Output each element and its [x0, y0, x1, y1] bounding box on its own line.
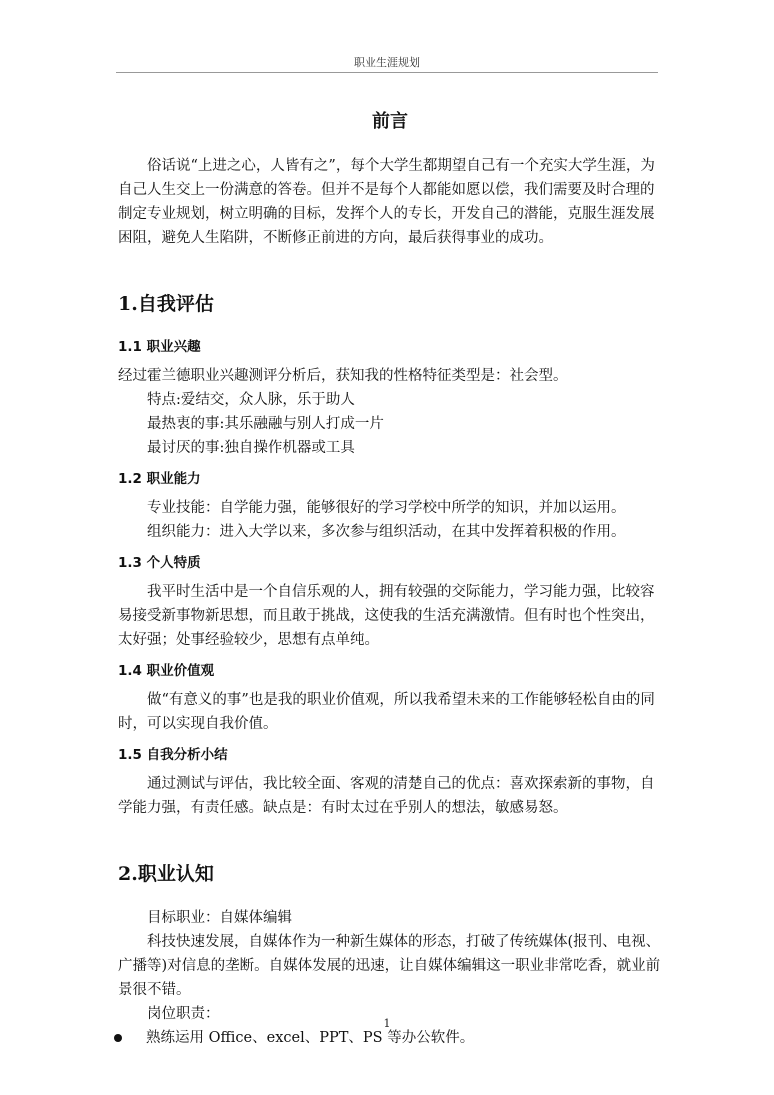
interest-intro: 经过霍兰德职业兴趣测评分析后，获知我的性格特征类型是：社会型。 — [118, 368, 568, 384]
summary-heading: 1.5 自我分析小结 — [118, 747, 228, 763]
values-paragraph: 做“有意义的事”也是我的职业价值观，所以我希望未来的工作能够轻松自由的同时，可以实现自我价值。 — [118, 692, 655, 732]
traits-paragraph: 我平时生活中是一个自信乐观的人，拥有较强的交际能力，学习能力强，比较容易接受新事物新思想，而且敢于挑战，这使我的生活充满激情。但有时也个性突出，太好强；处事经验较少，思想有点单纯。 — [118, 584, 655, 648]
target-career: 目标职业：自媒体编辑 — [147, 910, 292, 926]
page-number: 1 — [383, 1017, 391, 1030]
duties-label: 岗位职责： — [147, 1006, 220, 1022]
interest-line: 特点:爱结交，众人脉，乐于助人 — [147, 392, 355, 408]
page-content — [118, 108, 662, 1050]
page-header: 职业生涯规划 — [354, 56, 420, 69]
interest-line: 最讨厌的事:独自操作机器或工具 — [147, 440, 355, 456]
ability-line: 组织能力：进入大学以来，多次参与组织活动，在其中发挥着积极的作用。 — [147, 524, 626, 540]
summary-paragraph: 通过测试与评估，我比较全面、客观的清楚自己的优点：喜欢探索新的事物，自学能力强，有责任感。缺点是：有时太过在乎别人的想法，敏感易怒。 — [118, 776, 655, 816]
section1-title: 1.自我评估 — [118, 293, 214, 315]
section2-title: 2.职业认知 — [118, 863, 214, 885]
interest-line: 最热衷的事:其乐融融与别人打成一片 — [147, 416, 384, 432]
header-rule — [116, 72, 658, 73]
interest-heading: 1.1 职业兴趣 — [118, 339, 201, 355]
ability-line: 专业技能：自学能力强，能够很好的学习学校中所学的知识，并加以运用。 — [147, 500, 626, 516]
duty-bullet-text: 熟练运用 Office、excel、PPT、PS 等办公软件。 — [146, 1030, 475, 1046]
traits-heading: 1.3 个人特质 — [118, 555, 201, 571]
preface-paragraph: 俗话说“上进之心，人皆有之”，每个大学生都期望自己有一个充实大学生涯，为自己人生交上一份满意的答卷。但并不是每个人都能如愿以偿，我们需要及时合理的制定专业规划，树立明确的目标，发挥个人的专长，开发自己的潜能，克服生涯发展困阻，避免人生陷阱，不断修正前进的方向，最后获得事业的成功。 — [118, 158, 655, 246]
bullet-dot-icon — [114, 1034, 122, 1042]
ability-heading: 1.2 职业能力 — [118, 471, 201, 487]
career-paragraph: 科技快速发展，自媒体作为一种新生媒体的形态，打破了传统媒体(报刊、电视、广播等)对信息的垄断。自媒体发展的迅速，让自媒体编辑这一职业非常吃香，就业前景很不错。 — [118, 934, 661, 998]
values-heading: 1.4 职业价值观 — [118, 663, 215, 679]
preface-title: 前言 — [372, 111, 408, 132]
